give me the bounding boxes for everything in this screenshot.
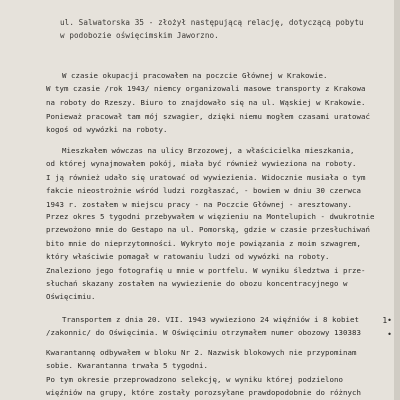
text-line: na roboty do Rzeszy. Biuro to znajdowało się na ul. Wąskiej w Krakowie. [46,97,366,107]
text-line: który właściwie pomagał w ratowaniu ludzi od wywózki na roboty. [46,252,330,262]
text-line: bito mnie do nieprzytomności. Wykryto moje powiązania z moim szwagrem, [46,238,361,248]
text-line: I ją również udało się uratować od wywiezienia. Widocznie musiała o tym [46,172,366,182]
text-line: 1943 r. zostałem w miejscu pracy - na Poczcie Głównej - aresztowany. [46,199,352,209]
paragraph-4 [46,210,392,304]
text-line: Mieszkałem wówczas na ulicy Brzozowej, a właścicielka mieszkania, [62,146,355,155]
text-line: /zakonnic/ do Oświęcimia. W Oświęcimiu otrzymałem numer obozowy 130383 [46,328,361,338]
text-line: fakcie nieostrożnie wśród ludzi rozgłaszać, - bowiem w dniu 30 czerwca [46,186,361,196]
text-line: Znaleziono jego fotografię u mnie w portfelu. W wyniku śledztwa i prze- [46,265,366,275]
text-line: Ponieważ pracował tam mój szwagier, dzięki niemu mogłem czasami uratować [46,112,370,121]
text-line: kogoś od wywózki na roboty. [46,125,168,135]
text-line: więźniów na grupy, które zostały porozsyłane prawdopodobnie do różnych [46,388,361,398]
text-line: W czasie okupacji pracowałem na poczcie Głównej w Krakowie. [62,71,328,80]
text-line: Kwarantannę odbywałem w bloku Nr 2. Nazwisk blokowych nie przypominam [46,348,357,357]
paragraph-1 [46,69,392,109]
text-line: Oświęcimiu. [46,292,96,302]
paragraph-5 [46,313,392,340]
margin-mark: 1• [382,316,392,325]
text-line: Po tym okresie przeprowadzono selekcję, w wyniku której podzielono [46,374,343,384]
text-line: słuchań skazany zostałem na wywiezienie do obozu koncentracyjnego w [46,278,348,288]
paragraph-6 [46,346,392,400]
header-line-1: ul. Salwatorska 35 - złożył następującą relację, dotyczącą pobytu [60,18,364,27]
text-line: Transportem z dnia 20. VII. 1943 wywieziono 24 więźniów i 8 kobiet [62,315,359,324]
text-line: sobie. Kwarantanna trwała 5 tygodni. [46,361,208,371]
margin-mark: • [387,330,392,339]
header-line-2: w podobozie oświęcimskim Jaworzno. [60,31,219,40]
text-line: W tym czasie /rok 1943/ niemcy organizowali masowe transporty z Krakowa [46,84,366,94]
page-edge-shadow [394,0,400,400]
paragraph-2 [46,110,392,137]
text-line: od której wynajmowałem pokój, miała być również wywieziona na roboty. [46,159,357,169]
paragraph-3 [46,144,392,211]
text-line: Przez okres 5 tygodni przebywałem w więzieniu na Montelupich - dwukrotnie [46,212,375,221]
text-line: przewożono mnie do Gestapo na ul. Pomorską, gdzie w czasie przesłuchiwań [46,225,370,235]
